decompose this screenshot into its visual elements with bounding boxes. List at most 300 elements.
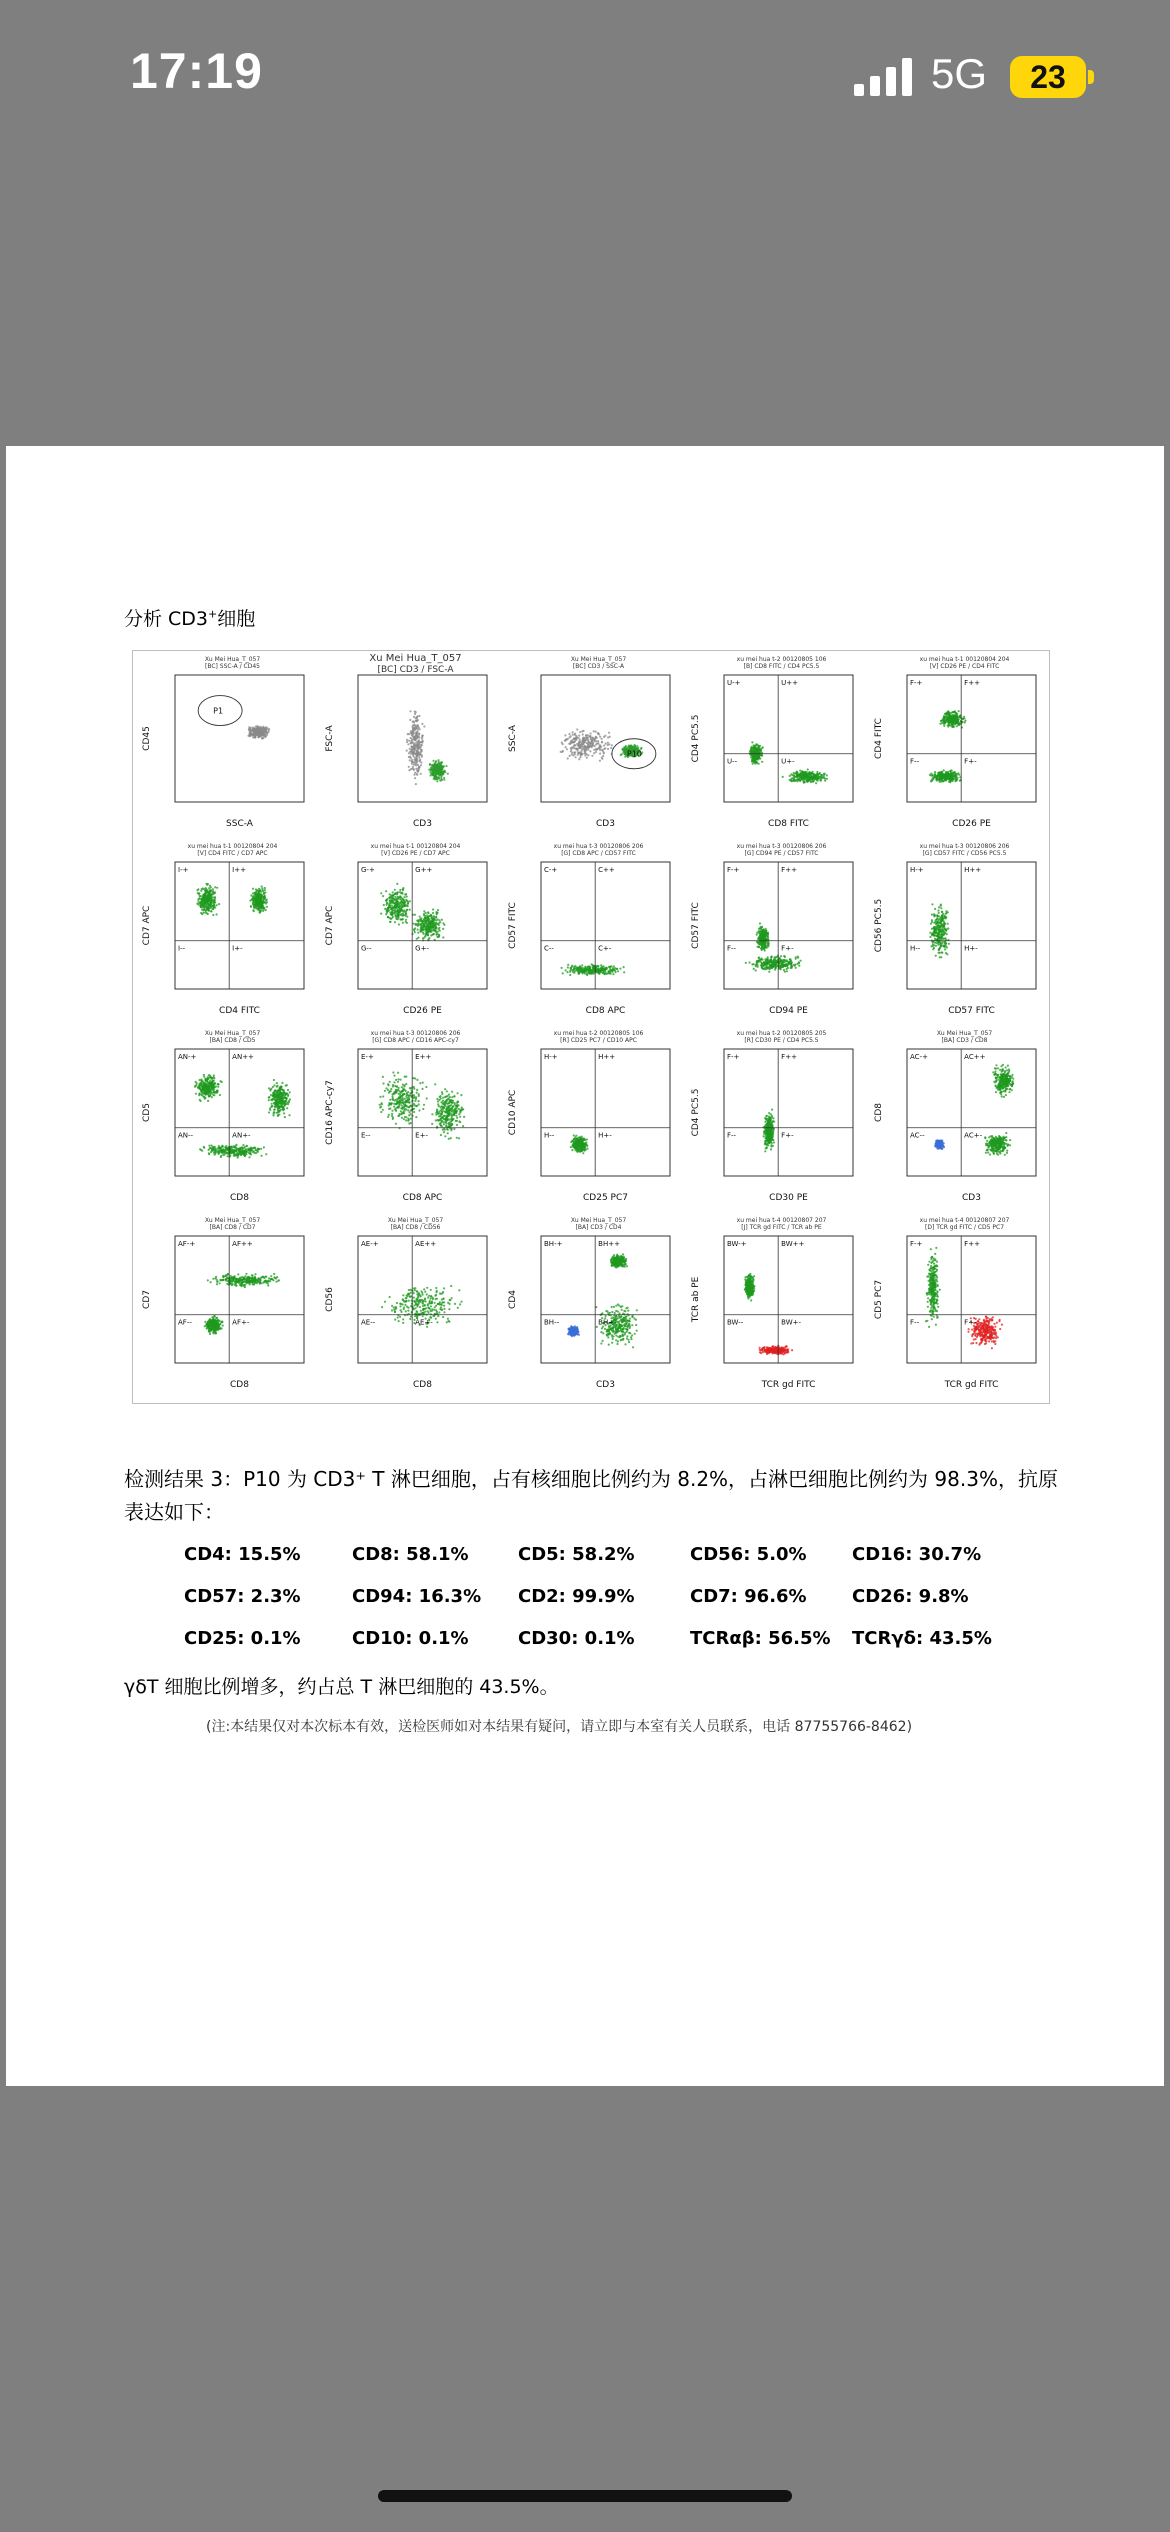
event-dot <box>208 1083 210 1085</box>
event-dot <box>443 924 445 926</box>
event-dot <box>266 899 268 901</box>
event-dot <box>963 717 965 719</box>
event-dot <box>763 961 765 963</box>
event-dot <box>422 937 424 939</box>
event-dot <box>775 964 777 966</box>
event-dot <box>202 901 204 903</box>
event-dot <box>207 905 209 907</box>
event-dot <box>756 743 758 745</box>
event-dot <box>434 768 436 770</box>
section-title: 分析 CD3+细胞 <box>124 607 256 630</box>
event-dot <box>949 721 951 723</box>
event-dot <box>395 892 397 894</box>
event-dot <box>586 974 588 976</box>
event-dot <box>398 916 400 918</box>
event-dot <box>584 752 586 754</box>
event-dot <box>416 753 418 755</box>
event-dot <box>958 774 960 776</box>
event-dot <box>209 1095 211 1097</box>
event-dot <box>768 971 770 973</box>
event-dot <box>438 927 440 929</box>
event-dot <box>934 934 936 936</box>
event-dot <box>380 913 382 915</box>
y-axis-label: FSC-A <box>325 725 335 752</box>
event-dot <box>259 901 261 903</box>
event-dot <box>797 779 799 781</box>
event-dot <box>439 774 441 776</box>
event-dot <box>799 773 801 775</box>
event-dot <box>400 892 402 894</box>
event-dot <box>601 738 603 740</box>
event-dot <box>941 719 943 721</box>
flow-plot-9 <box>682 838 862 1021</box>
event-dot <box>419 759 421 761</box>
event-dot <box>767 956 769 958</box>
event-dot <box>408 766 410 768</box>
event-dot <box>795 956 797 958</box>
event-dot <box>411 733 413 735</box>
event-dot <box>204 911 206 913</box>
event-dot <box>433 915 435 917</box>
event-dot <box>961 721 963 723</box>
plot-subtitle: [BA] CD8 / CD5 <box>209 1037 256 1044</box>
event-dot <box>250 906 252 908</box>
event-dot <box>206 1088 208 1090</box>
event-dot <box>767 942 769 944</box>
event-dot <box>562 750 564 752</box>
event-dot <box>419 923 421 925</box>
event-dot <box>636 745 638 747</box>
event-dot <box>608 732 610 734</box>
event-dot <box>219 1094 221 1096</box>
event-dot <box>576 728 578 730</box>
y-axis-label: CD7 APC <box>325 905 335 946</box>
x-axis-label: SSC-A <box>226 819 253 829</box>
event-dot <box>585 969 587 971</box>
event-dot <box>749 750 751 752</box>
event-dot <box>264 887 266 889</box>
event-dot <box>608 970 610 972</box>
x-axis-label: CD4 FITC <box>219 1006 260 1016</box>
event-dot <box>592 969 594 971</box>
event-dot <box>207 1100 209 1102</box>
gate-label: H-- <box>910 944 921 953</box>
event-dot <box>575 967 577 969</box>
gate-label: U-- <box>727 757 738 766</box>
event-dot <box>399 907 401 909</box>
event-dot <box>383 904 385 906</box>
event-dot <box>598 968 600 970</box>
event-dot <box>585 739 587 741</box>
event-dot <box>417 735 419 737</box>
event-dot <box>437 918 439 920</box>
event-dot <box>406 739 408 741</box>
event-dot <box>398 923 400 925</box>
event-dot <box>394 896 396 898</box>
event-dot <box>575 739 577 741</box>
event-dot <box>417 932 419 934</box>
event-dot <box>396 883 398 885</box>
event-dot <box>438 769 440 771</box>
plot-subtitle: [BC] CD3 / SSC-A <box>572 663 625 670</box>
x-axis-label: CD57 FITC <box>948 1006 995 1016</box>
event-dot <box>781 960 783 962</box>
event-dot <box>753 745 755 747</box>
event-dot <box>814 776 816 778</box>
event-dot <box>399 889 401 891</box>
event-dot <box>251 898 253 900</box>
event-dot <box>809 772 811 774</box>
event-dot <box>403 909 405 911</box>
plot-frame <box>907 675 1036 802</box>
event-dot <box>756 934 758 936</box>
event-dot <box>252 903 254 905</box>
event-dot <box>761 761 763 763</box>
event-dot <box>599 745 601 747</box>
event-dot <box>959 780 961 782</box>
gate-label: H++ <box>964 866 982 874</box>
event-dot <box>253 901 255 903</box>
event-dot <box>943 920 945 922</box>
event-dot <box>430 928 432 930</box>
event-dot <box>398 910 400 912</box>
event-dot <box>216 913 218 915</box>
event-dot <box>944 713 946 715</box>
event-dot <box>593 752 595 754</box>
x-axis-label: CD3 <box>413 819 432 829</box>
event-dot <box>424 921 426 923</box>
event-dot <box>929 932 931 934</box>
event-dot <box>394 889 396 891</box>
event-dot <box>432 929 434 931</box>
event-dot <box>418 767 420 769</box>
plot-frame <box>724 675 853 802</box>
event-dot <box>570 735 572 737</box>
event-dot <box>252 888 254 890</box>
event-dot <box>936 914 938 916</box>
event-dot <box>595 740 597 742</box>
y-axis-label: CD57 FITC <box>508 902 518 949</box>
event-dot <box>208 1074 210 1076</box>
event-dot <box>420 929 422 931</box>
event-dot <box>767 934 769 936</box>
event-dot <box>386 898 388 900</box>
event-dot <box>201 1083 203 1085</box>
event-dot <box>807 774 809 776</box>
event-dot <box>948 777 950 779</box>
event-dot <box>809 777 811 779</box>
event-dot <box>573 972 575 974</box>
event-dot <box>391 898 393 900</box>
plot-frame <box>724 862 853 989</box>
event-dot <box>783 969 785 971</box>
event-dot <box>388 904 390 906</box>
event-dot <box>607 742 609 744</box>
event-dot <box>435 760 437 762</box>
event-dot <box>588 966 590 968</box>
event-dot <box>212 914 214 916</box>
event-dot <box>210 900 212 902</box>
event-dot <box>936 777 938 779</box>
event-dot <box>415 762 417 764</box>
event-dot <box>437 764 439 766</box>
y-axis-label: CD57 FITC <box>691 902 701 949</box>
event-dot <box>565 746 567 748</box>
x-axis-label: CD8 FITC <box>768 819 809 829</box>
event-dot <box>931 914 933 916</box>
event-dot <box>601 741 603 743</box>
gate-label: U++ <box>781 679 799 687</box>
event-dot <box>603 736 605 738</box>
event-dot <box>396 914 398 916</box>
event-dot <box>950 773 952 775</box>
event-dot <box>750 748 752 750</box>
event-dot <box>391 912 393 914</box>
event-dot <box>280 1086 282 1088</box>
event-dot <box>430 920 432 922</box>
event-dot <box>597 740 599 742</box>
event-dot <box>417 725 419 727</box>
event-dot <box>415 768 417 770</box>
event-dot <box>602 750 604 752</box>
event-dot <box>774 957 776 959</box>
event-dot <box>953 778 955 780</box>
event-dot <box>413 774 415 776</box>
event-dot <box>254 906 256 908</box>
event-dot <box>760 961 762 963</box>
event-dot <box>584 740 586 742</box>
event-dot <box>418 755 420 757</box>
event-dot <box>435 773 437 775</box>
event-dot <box>945 945 947 947</box>
event-dot <box>587 749 589 751</box>
plot-frame <box>541 675 670 802</box>
flow-plot-8 <box>499 838 679 1021</box>
event-dot <box>803 781 805 783</box>
x-axis-label: CD8 APC <box>585 1006 626 1016</box>
event-dot <box>945 715 947 717</box>
event-dot <box>200 906 202 908</box>
event-dot <box>421 750 423 752</box>
event-dot <box>944 774 946 776</box>
event-dot <box>580 746 582 748</box>
event-dot <box>401 909 403 911</box>
event-dot <box>417 715 419 717</box>
event-dot <box>435 771 437 773</box>
event-dot <box>212 1094 214 1096</box>
event-dot <box>807 768 809 770</box>
event-dot <box>212 1085 214 1087</box>
event-dot <box>758 930 760 932</box>
event-dot <box>572 734 574 736</box>
event-dot <box>595 731 597 733</box>
event-dot <box>393 912 395 914</box>
event-dot <box>946 778 948 780</box>
event-dot <box>802 778 804 780</box>
event-dot <box>260 905 262 907</box>
event-dot <box>795 967 797 969</box>
event-dot <box>760 750 762 752</box>
event-dot <box>258 896 260 898</box>
event-dot <box>616 968 618 970</box>
event-dot <box>407 743 409 745</box>
event-dot <box>259 890 261 892</box>
event-dot <box>770 956 772 958</box>
event-dot <box>202 912 204 914</box>
event-dot <box>253 910 255 912</box>
event-dot <box>405 913 407 915</box>
event-dot <box>942 926 944 928</box>
flow-plot-7 <box>316 838 496 1021</box>
event-dot <box>264 892 266 894</box>
network-type: 5G <box>931 50 988 97</box>
event-dot <box>772 959 774 961</box>
event-dot <box>421 738 423 740</box>
event-dot <box>599 736 601 738</box>
event-dot <box>416 760 418 762</box>
event-dot <box>252 728 254 730</box>
event-dot <box>796 772 798 774</box>
event-dot <box>955 714 957 716</box>
event-dot <box>437 767 439 769</box>
event-dot <box>204 1091 206 1093</box>
event-dot <box>603 967 605 969</box>
event-dot <box>780 968 782 970</box>
event-dot <box>405 919 407 921</box>
event-dot <box>575 756 577 758</box>
event-dot <box>270 1088 272 1090</box>
event-dot <box>947 923 949 925</box>
event-dot <box>197 888 199 890</box>
event-dot <box>268 1111 270 1113</box>
event-dot <box>764 946 766 948</box>
event-dot <box>596 969 598 971</box>
event-dot <box>213 901 215 903</box>
event-dot <box>385 890 387 892</box>
event-dot <box>937 937 939 939</box>
event-dot <box>204 1079 206 1081</box>
event-dot <box>602 969 604 971</box>
event-dot <box>438 922 440 924</box>
event-dot <box>574 734 576 736</box>
event-dot <box>380 892 382 894</box>
event-dot <box>763 967 765 969</box>
event-dot <box>439 919 441 921</box>
event-dot <box>289 1091 291 1093</box>
event-dot <box>198 898 200 900</box>
event-dot <box>769 967 771 969</box>
event-dot <box>939 946 941 948</box>
battery-icon: 23 <box>1010 56 1086 98</box>
plot-title: xu mei hua t-3 00120806 206 <box>736 843 827 850</box>
event-dot <box>259 911 261 913</box>
event-dot <box>395 900 397 902</box>
event-dot <box>752 963 754 965</box>
event-dot <box>393 902 395 904</box>
event-dot <box>571 746 573 748</box>
event-dot <box>414 742 416 744</box>
event-dot <box>248 734 250 736</box>
plot-title: xu mei hua t-1 00120804 204 <box>370 843 461 850</box>
event-dot <box>218 903 220 905</box>
event-dot <box>400 901 402 903</box>
event-dot <box>801 776 803 778</box>
event-dot <box>954 772 956 774</box>
event-dot <box>441 919 443 921</box>
event-dot <box>257 736 259 738</box>
event-dot <box>200 1100 202 1102</box>
event-dot <box>426 929 428 931</box>
event-dot <box>932 774 934 776</box>
event-dot <box>568 733 570 735</box>
event-dot <box>941 916 943 918</box>
event-dot <box>409 759 411 761</box>
status-time: 17:19 <box>130 43 263 99</box>
y-axis-label: SSC-A <box>508 725 518 752</box>
event-dot <box>403 896 405 898</box>
event-dot <box>396 905 398 907</box>
event-dot <box>269 1109 271 1111</box>
event-dot <box>254 732 256 734</box>
event-dot <box>196 903 198 905</box>
event-dot <box>603 965 605 967</box>
event-dot <box>937 921 939 923</box>
event-dot <box>579 756 581 758</box>
cellular-signal-icon <box>852 58 914 96</box>
event-dot <box>405 899 407 901</box>
plot-frame <box>175 675 304 802</box>
event-dot <box>949 775 951 777</box>
event-dot <box>589 750 591 752</box>
event-dot <box>583 967 585 969</box>
event-dot <box>282 1089 284 1091</box>
event-dot <box>593 730 595 732</box>
event-dot <box>613 968 615 970</box>
event-dot <box>258 888 260 890</box>
event-dot <box>607 744 609 746</box>
event-dot <box>440 772 442 774</box>
event-dot <box>791 774 793 776</box>
event-dot <box>432 908 434 910</box>
event-dot <box>947 773 949 775</box>
event-dot <box>955 777 957 779</box>
event-dot <box>953 775 955 777</box>
event-dot <box>400 896 402 898</box>
event-dot <box>210 890 212 892</box>
event-dot <box>213 1089 215 1091</box>
event-dot <box>206 884 208 886</box>
plot-subtitle: [G] CD57 FITC / CD56 PC5.5 <box>922 850 1007 857</box>
event-dot <box>421 742 423 744</box>
event-dot <box>567 964 569 966</box>
event-dot <box>204 890 206 892</box>
event-dot <box>572 741 574 743</box>
event-dot <box>198 1093 200 1095</box>
event-dot <box>806 773 808 775</box>
y-axis-label: CD7 APC <box>142 905 152 946</box>
event-dot <box>579 968 581 970</box>
event-dot <box>946 933 948 935</box>
x-axis-label: CD26 PE <box>403 1006 442 1016</box>
event-dot <box>817 775 819 777</box>
event-dot <box>214 891 216 893</box>
event-dot <box>826 778 828 780</box>
event-dot <box>948 943 950 945</box>
event-dot <box>194 1085 196 1087</box>
event-dot <box>945 910 947 912</box>
event-dot <box>402 889 404 891</box>
event-dot <box>207 913 209 915</box>
